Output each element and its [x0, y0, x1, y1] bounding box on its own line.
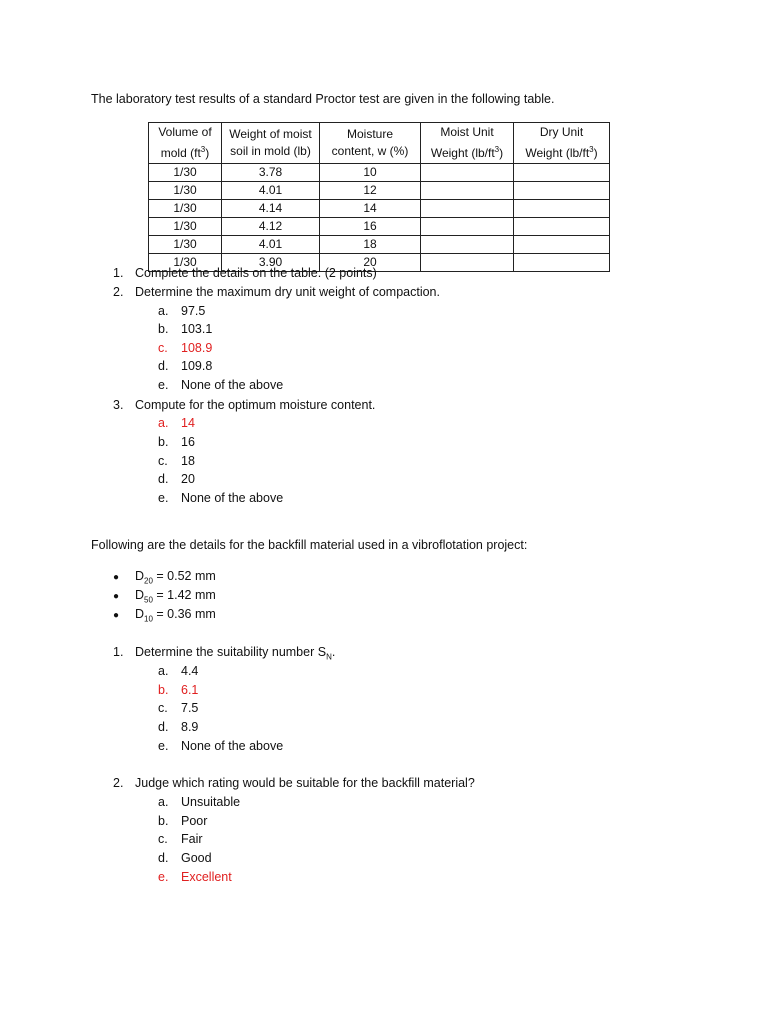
table-cell-blank[interactable] [421, 182, 514, 200]
question-1: 1. Complete the details on the table. (2 points) [113, 266, 377, 280]
bullet-icon: ● [113, 610, 120, 621]
table-row [149, 236, 610, 254]
table-cell: 10 [320, 164, 421, 182]
option-item-correct[interactable]: b. 6.1 [158, 683, 199, 697]
table-cell-blank[interactable] [421, 218, 514, 236]
backfill-intro-text: Following are the details for the backfill material used in a vibroflotation project: [91, 538, 528, 552]
table-cell: 1/30 [149, 164, 222, 182]
table-cell: 18 [320, 236, 421, 254]
header-dry-unit-weight: Dry Unit Weight $(lb/ft^3)$ [514, 123, 610, 164]
table-row [149, 164, 610, 182]
header-volume: Volume of mold $(ft^3)$ [149, 123, 222, 164]
table-cell-blank[interactable] [514, 200, 610, 218]
proctor-intro-text: The laboratory test results of a standard Proctor test are given in the following table. [91, 92, 555, 106]
option-item-correct[interactable]: a. 14 [158, 416, 195, 430]
table-cell-blank[interactable] [514, 164, 610, 182]
header-weight: Weight of moist soil in mold (lb) [222, 123, 320, 164]
question-1-text: Complete the details on the table. (2 points) [135, 266, 377, 280]
table-cell: 1/30 [149, 182, 222, 200]
table-cell: 4.01 [222, 182, 320, 200]
bullet-icon: ● [113, 572, 120, 583]
proctor-table [148, 122, 610, 272]
table-cell-blank[interactable] [421, 200, 514, 218]
table-cell: 16 [320, 218, 421, 236]
table-cell: 12 [320, 182, 421, 200]
table-cell: 20 [320, 254, 421, 272]
header-moist-unit-weight: Moist Unit Weight $(lb/ft^3)$ [421, 123, 514, 164]
question-suitability: 1. Determine the suitability number $S_N$. [113, 645, 336, 662]
option-item[interactable]: b. Poor [158, 814, 208, 828]
question-2-text: Determine the maximum dry unit weight of compaction. [135, 285, 440, 299]
bullet-d20: ● $D_{20} = 0.52$ mm [113, 569, 216, 586]
question-2: 2. Determine the maximum dry unit weight of compaction. [113, 285, 440, 299]
table-cell: 1/30 [149, 254, 222, 272]
option-item[interactable]: d. 109.8 [158, 359, 213, 373]
table-cell: 1/30 [149, 200, 222, 218]
option-item-correct[interactable]: c. 108.9 [158, 341, 213, 355]
option-item[interactable]: e. None of the above [158, 491, 284, 505]
option-item[interactable]: a. 4.4 [158, 664, 199, 678]
table-cell: 4.12 [222, 218, 320, 236]
table-cell: 4.14 [222, 200, 320, 218]
bullet-d10: ● $D_{10} = 0.36$ mm [113, 607, 216, 624]
table-row [149, 200, 610, 218]
option-item[interactable]: c. 18 [158, 454, 195, 468]
table-cell-blank[interactable] [421, 236, 514, 254]
option-item[interactable]: b. 103.1 [158, 322, 213, 336]
question-3-text: Compute for the optimum moisture content. [135, 398, 376, 412]
option-item[interactable]: e. None of the above [158, 739, 284, 753]
header-moisture: Moisture content, w (%) [320, 123, 421, 164]
table-cell: 1/30 [149, 236, 222, 254]
option-item[interactable]: c. 7.5 [158, 701, 199, 715]
question-rating: 2. Judge which rating would be suitable for the backfill material? [113, 776, 475, 790]
table-row [149, 182, 610, 200]
option-item[interactable]: b. 16 [158, 435, 195, 449]
table-cell-blank[interactable] [514, 236, 610, 254]
option-item[interactable]: c. Fair [158, 832, 203, 846]
table-cell: 4.01 [222, 236, 320, 254]
table-cell: 3.90 [222, 254, 320, 272]
table-cell-blank[interactable] [421, 254, 514, 272]
table-cell-blank[interactable] [514, 218, 610, 236]
question-3: 3. Compute for the optimum moisture content. [113, 398, 376, 412]
table-cell-blank[interactable] [514, 182, 610, 200]
table-row [149, 218, 610, 236]
option-item[interactable]: d. 8.9 [158, 720, 199, 734]
table-cell: 1/30 [149, 218, 222, 236]
option-item[interactable]: d. Good [158, 851, 212, 865]
table-cell: 14 [320, 200, 421, 218]
bullet-d50: ● $D_{50} = 1.42$ mm [113, 588, 216, 605]
table-cell-blank[interactable] [421, 164, 514, 182]
option-item[interactable]: a. Unsuitable [158, 795, 241, 809]
option-item[interactable]: a. 97.5 [158, 304, 206, 318]
option-item[interactable]: d. 20 [158, 472, 195, 486]
table-cell-blank[interactable] [514, 254, 610, 272]
table-cell: 3.78 [222, 164, 320, 182]
bullet-icon: ● [113, 591, 120, 602]
option-item-correct[interactable]: e. Excellent [158, 870, 232, 884]
option-item[interactable]: e. None of the above [158, 378, 284, 392]
table-header-row [149, 123, 610, 164]
